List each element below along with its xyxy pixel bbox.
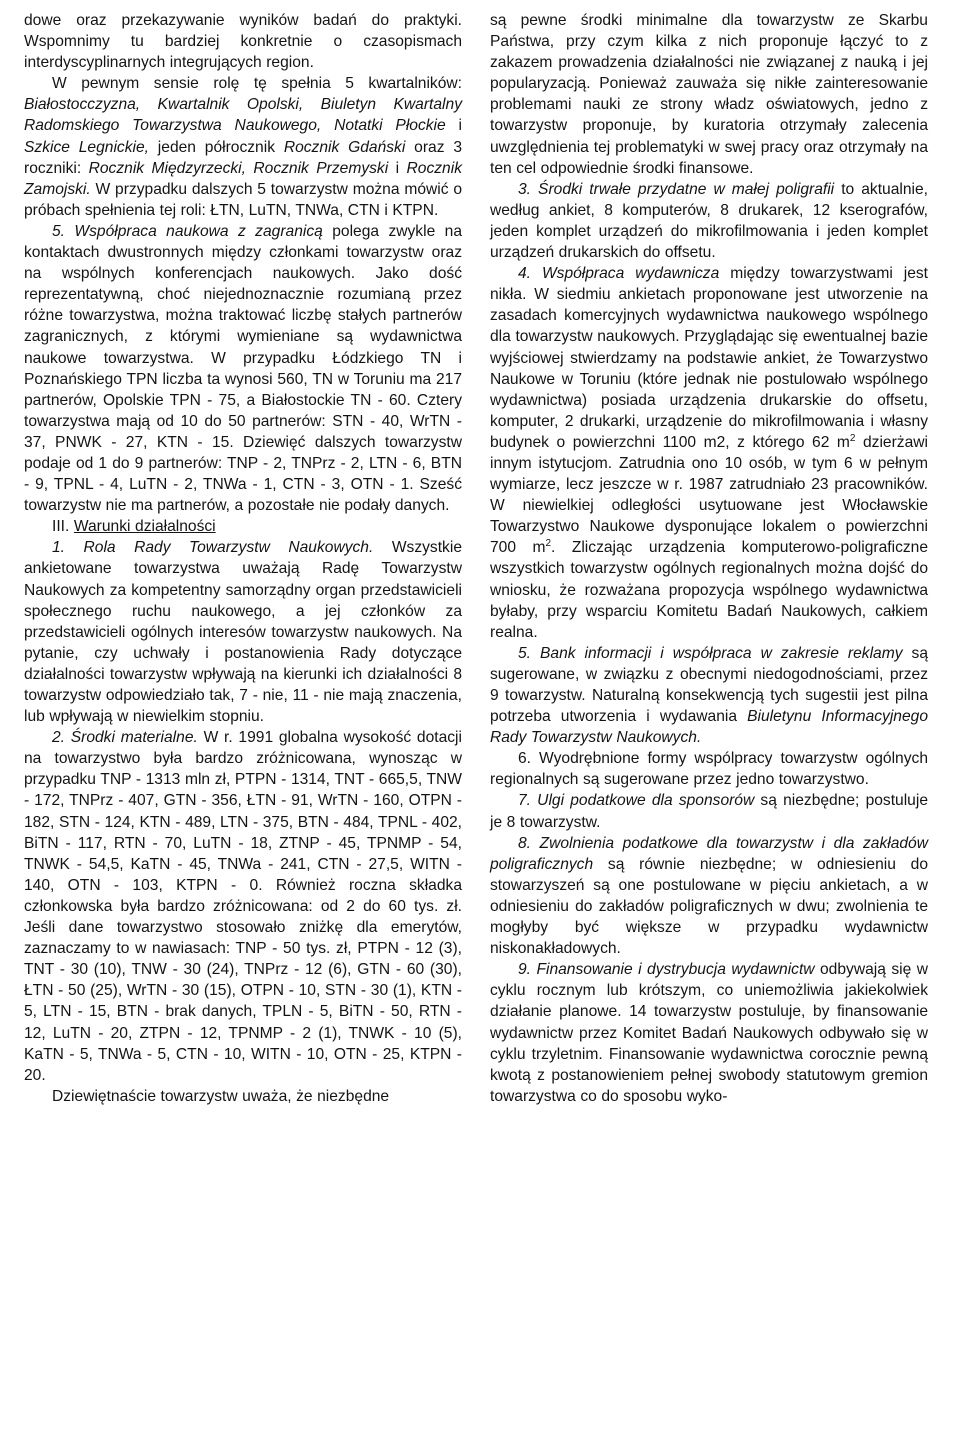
paragraph	[490, 790, 928, 832]
text: są sugerowane, w związku z obecnymi niedogodnościami, przez 9 towarzystw. Naturalną konsekwencją tych sugestii jest pilna potrzeba utworzenia i wydawania	[490, 644, 928, 726]
paragraph	[490, 959, 928, 1107]
paragraph	[490, 10, 928, 179]
journal-titles: Białostocczyzna, Kwartalnik Opolski, Biuletyn Kwartalny Radomskiego Towarzystwa Naukowego, Notatki Płockie	[24, 96, 462, 135]
paragraph	[490, 833, 928, 960]
text: Wszystkie ankietowane towarzystwa uważają Radę Towarzystw Naukowych za kompetentny samorządny organ przedstawicieli społecznego ruchu naukowego, a jej członków za przedstawicieli ogólnych interesów towarzystw naukowych. Na pytanie, czy uchwały i postanowienia Rady dotyczące działalności towarzystw wpływają na kierunki ich działalności 8 towarzystw odpowiedziało tak, 7 - nie, 11 - nie mają znaczenia, lub wpływają w niewielkim stopniu.	[24, 539, 462, 726]
section-heading: 7. Ulgi podatkowe dla sponsorów	[518, 792, 755, 810]
text: są niezbędne; postuluje je 8 towarzystw.	[490, 792, 928, 831]
text: W r. 1991 globalna wysokość dotacji na towarzystwo była bardzo zróżnicowana, wynosząc w przypadku TNP - 1313 mln zł, PTPN - 1314, TNT - 665,5, TNW - 172, TNPrz - 407, GTN - 356, ŁTN - 91, WrTN - 160, OTPN - 182, STN - 124, KTN - 489, LTN - 375, BTN - 484, TPNL - 402, BiTN - 117, RTN - 70, LuTN - 18, ZTNP - 45, TPNMP - 54, TNWK - 54,5, KaTN - 45, TNWa - 241, CTN - 27,5, WITN - 140, OTN - 103, KTPN - 0. Również roczna składka członkowska była bardzo zróżnicowana: od 2 do 60 tys. zł. Jeśli dane towarzystwo stosowało zniżkę dla emerytów, zaznaczamy to w nawiasach: TNP - 50 tys. zł, PTPN - 12 (3), TNT - 30 (10), TNW - 30 (24), TNPrz - 12 (6), GTN - 60 (30), ŁTN - 50 (25), WrTN - 30 (15), OTPN - 10, STN - 30 (1), KTN - 5, LTN - 15, BTN - brak danych, TPLN - 5, BiTN - 50, RTN - 12, LuTN - 20, ZTPN - 12, TPNMP - 2 (1), TNWK - 10 (5), KaTN - 5, TNWa - 5, CTN - 10, WITN - 10, OTN - 25, KTPN - 20.	[24, 729, 462, 1084]
text: i	[445, 117, 462, 135]
superscript: 2	[545, 538, 552, 550]
journal-title: Rocznik Zamojski.	[24, 159, 462, 198]
section-heading: 4. Współpraca wydawnicza	[518, 265, 720, 283]
paragraph	[490, 179, 928, 263]
paragraph	[490, 263, 928, 643]
section-number: III.	[52, 518, 74, 536]
text: W przypadku dalszych 5 towarzystw można mówić o próbach spełnienia tej roli: ŁTN, LuTN, TNWa, CTN i KTPN.	[24, 180, 462, 219]
text: jeden półrocznik	[148, 138, 284, 156]
paragraph	[490, 748, 928, 790]
text: to aktualnie, według ankiet, 8 komputerów, 8 drukarek, 12 kserografów, jeden komplet urządzeń do mikrofilmowania i jeden komplet urządzeń drukarskich do offsetu.	[490, 180, 929, 262]
paragraph	[24, 73, 462, 221]
paragraph	[24, 1086, 462, 1107]
section-heading: 5. Współpraca naukowa z zagranicą	[52, 222, 323, 240]
left-column	[24, 10, 462, 1107]
paragraph	[24, 727, 462, 1086]
text: dzierżawi innym istytucjom. Zatrudnia ono 10 osób, w tym 6 w pełnym wymiarze, lecz jeszcze w r. 1987 zatrudniało 23 pracowników. W niewielkiej odległości usytuowane jest Włocławskie Towarzystwo Naukowe dysponujące lokalem o powierzchni 700 m	[490, 433, 928, 557]
superscript: 2	[849, 432, 856, 444]
paragraph	[24, 10, 462, 73]
text: dowe oraz przekazywanie wyników badań do praktyki. Wspomnimy tu bardziej konkretnie o czasopismach interdyscyplinarnych integrujących region.	[24, 12, 462, 72]
section-heading: 2. Środki materialne.	[52, 729, 198, 747]
paragraph	[24, 221, 462, 516]
text: polega zwykle na kontaktach dwustronnych między członkami towarzystw oraz na wspólnych konferencjach naukowych. Jako dość reprezentatywną, choć niejednoznacznie rozumianą przez różne towarzystwa, można traktować liczbę stałych partnerów zagranicznych, z którymi wymieniane są wydawnictwa naukowe towarzystwa. W przypadku Łódzkiego TN i Poznańskiego TPN liczba ta wynosi 560, TN w Toruniu ma 217 partnerów, Opolskie TPN - 75, a Białostockie TN - 60. Cztery towarzystwa mają od 10 do 50 partnerów: STN - 40, WrTN - 37, PNWK - 27, KTN - 15. Dziewięć dalszych towarzystw podaje od 1 do 9 partnerów: TNP - 2, TNPrz - 2, LTN - 6, BTN - 9, TPNL - 4, LuTN - 2, TNWa - 1, CTN - 3, OTN - 1. Sześć towarzystw nie ma partnerów, a pozostałe nie podały danych.	[24, 222, 462, 515]
section-title	[24, 516, 462, 537]
section-heading: 3. Środki trwałe przydatne w małej poligrafii	[518, 180, 835, 198]
text: oraz 3 roczniki:	[24, 138, 462, 177]
text: . Zliczając urządzenia komputerowo-poligraficzne wszystkich towarzystw ogólnych regionalnych można dojść do wniosku, że rozważana propozycja wspólnego wydawnictwa byłaby, przy wsparciu Komitetu Badań Naukowych, całkiem realna.	[490, 539, 929, 641]
section-heading: 5. Bank informacji i współpraca w zakresie reklamy	[518, 644, 903, 662]
journal-title: Szkice Legnickie,	[24, 138, 149, 156]
section-heading: 9. Finansowanie i dystrybucja wydawnictw	[518, 961, 815, 979]
text: są równie niezbędne; w odniesieniu do stowarzyszeń są one postulowane w pięciu ankietach, a w odniesieniu do zakładów poligraficznych w dwu; zwolnienia te mogłyby być większe w przypadku wydawnictw niskonakładowych.	[490, 855, 928, 958]
text: i	[388, 159, 407, 177]
text: Dziewiętnaście towarzystw uważa, że niezbędne	[52, 1087, 390, 1105]
text: odbywają się w cyklu rocznym lub krótszym, co uniemożliwia jakiekolwiek działanie planowe. 14 towarzystw postuluje, by finansowanie wydawnictw przez Komitet Badań Naukowych odbywało się w cyklu trzyletnim. Finansowanie wydawnictwa corocznie pewną kwotą z postanowieniem pełnej swobody statutowym gremion towarzystwa co do sposobu wyko-	[490, 961, 928, 1105]
text: między towarzystwami jest nikła. W siedmiu ankietach proponowane jest utworzenie na zasadach komercyjnych wydawnictwa naukowego wspólnego dla towarzystw naukowych. Przyglądając się ewentualnej bazie wyjściowej stwierdzamy na podstawie ankiet, że Towarzystwo Naukowe w Toruniu (które jednak nie postulowało wspólnego wydawnictwa) posiada urządzenia drukarskie do offsetu, komputer, 2 drukarki, urządzenie do mikrofilmowania i własny budynek o powierzchni 1100 m2, z którego 62 m	[490, 265, 928, 451]
section-name: Warunki działalności	[73, 518, 216, 536]
section-heading: 1. Rola Rady Towarzystw Naukowych.	[52, 539, 374, 557]
text: 6. Wyodrębnione formy wspólpracy towarzystw ogólnych regionalnych są sugerowane przez jedno towarzystwo.	[490, 750, 928, 789]
section-heading: 8. Zwolnienia podatkowe dla towarzystw i dla zakładów poligraficznych	[490, 834, 928, 873]
paragraph	[24, 537, 462, 727]
journal-title: Rocznik Gdański	[283, 138, 406, 156]
text: są pewne środki minimalne dla towarzystw ze Skarbu Państwa, przy czym kilka z nich proponuje łączyć to z zakazem prowadzenia działalności nie związanej z nauką i jej popularyzacją. Ponieważ zauważa się nikłe zainteresowanie problemami nauki ze strony władz oświatowych, jedno z towarzystw proponuje, by kuratoria otrzymały zalecenia uwzględnienia tej problematyki w swej pracy oraz otrzymały na ten cel odpowiednie środki finansowe.	[490, 12, 928, 177]
text: W pewnym sensie rolę tę spełnia 5 kwartalników:	[52, 75, 462, 93]
paragraph	[490, 643, 928, 748]
right-column	[490, 10, 928, 1107]
journal-titles: Rocznik Międzyrzecki, Rocznik Przemyski	[88, 159, 389, 177]
publication-title: Biuletynu Informacyjnego Rady Towarzystw Naukowych.	[490, 708, 928, 747]
